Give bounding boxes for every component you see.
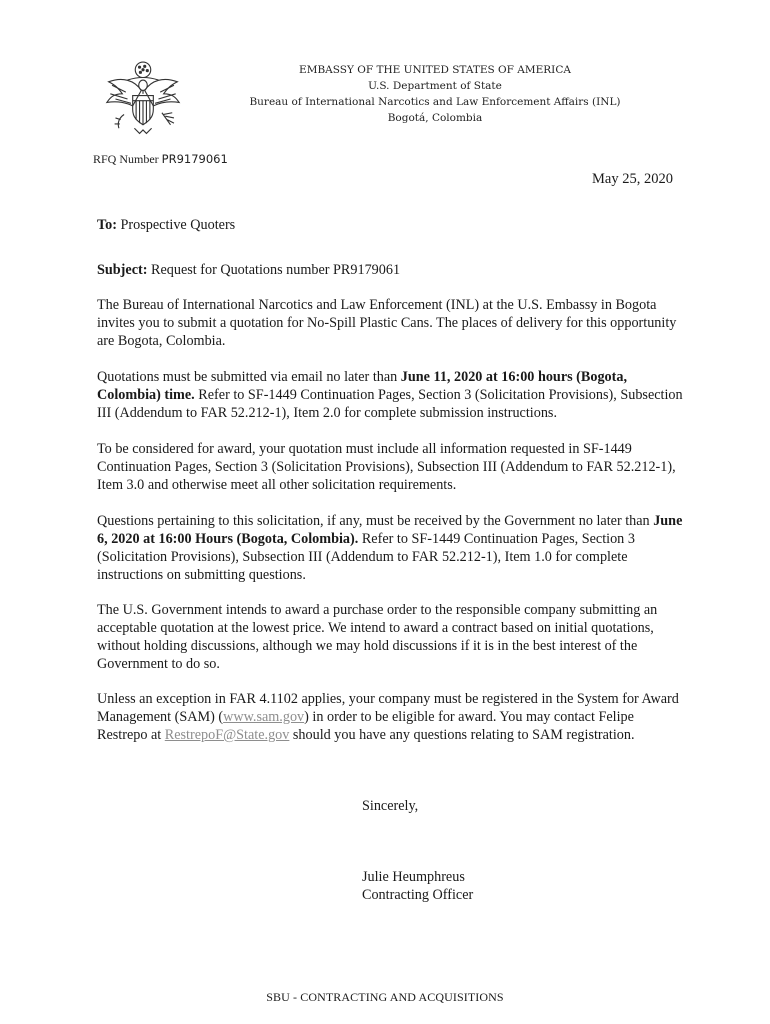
paragraph-submission-deadline: [97, 368, 687, 422]
letterhead-department: U.S. Department of State: [368, 80, 502, 92]
letterhead: [200, 62, 670, 126]
rfq-label: RFQ Number: [93, 152, 162, 166]
to-text: Prospective Quoters: [116, 217, 236, 233]
signatory-name: Julie Heumphreus: [362, 869, 465, 885]
letterhead-bureau: Bureau of International Narcotics and Law Enforcement Affairs (INL): [249, 96, 621, 108]
restrepo-email-link[interactable]: RestrepoF@State.gov: [164, 727, 290, 743]
letterhead-location: Bogotá, Colombia: [387, 112, 483, 124]
paragraph-intro: The Bureau of International Narcotics and Law Enforcement (INL) at the U.S. Embassy in Bogota invites you to submit a quotation for No-Spill Plastic Cans. The places of delivery for this opportunity are Bogota, Colombia.: [97, 297, 677, 349]
p4-text-c: Refer to SF-1449 Continuation Pages, Section 3 (Solicitation Provisions), Subsection III (Addendum to FAR 52.212-1), Item 1.0 for complete instructions on submitting questions.: [97, 531, 635, 583]
p4-deadline: June 6, 2020 at 16:00 Hours (Bogota, Colombia).: [97, 513, 683, 547]
signatory-title: Contracting Officer: [362, 887, 474, 903]
subject-label: Subject:: [97, 262, 148, 278]
p6-text-b: ) in order to be eligible for award. You may contact Felipe Restrepo at: [97, 709, 634, 743]
paragraph-questions-deadline: [97, 512, 687, 584]
p2-text-c: Refer to SF-1449 Continuation Pages, Section 3 (Solicitation Provisions), Subsection III (Addendum to FAR 52.212-1), Item 2.0 for complete submission instructions.: [97, 387, 683, 421]
letter-date: May 25, 2020: [592, 171, 673, 187]
footer-classification: SBU - CONTRACTING AND ACQUISITIONS: [266, 990, 504, 1004]
rfq-value: PR9179061: [161, 152, 228, 166]
letterhead-embassy: EMBASSY OF THE UNITED STATES OF AMERICA: [299, 64, 571, 76]
paragraph-award-intent: The U.S. Government intends to award a purchase order to the responsible company submitting an acceptable quotation at the lowest price. We intend to award a contract based on initial quotations, without holding discussions, although we may hold discussions if it is in the best interest of the Government to do so.: [97, 602, 658, 672]
great-seal-eagle-icon: [100, 56, 186, 142]
recipient-line: [97, 216, 687, 234]
p4-text-a: Questions pertaining to this solicitation, if any, must be received by the Government no later than: [97, 513, 654, 529]
p6-text-a: Unless an exception in FAR 4.1102 applies, your company must be registered in the System for Award Management (SAM) (: [97, 691, 679, 725]
subject-line: [97, 261, 687, 279]
subject-text: Request for Quotations number PR9179061: [147, 262, 401, 278]
paragraph-sam-registration: [97, 690, 687, 744]
p2-text-a: Quotations must be submitted via email no later than: [97, 369, 401, 385]
p2-deadline: June 11, 2020 at 16:00 hours (Bogota, Colombia) time.: [97, 369, 628, 403]
sam-website-link[interactable]: www.sam.gov: [223, 709, 305, 725]
to-label: To:: [97, 217, 117, 233]
paragraph-award-requirements: To be considered for award, your quotation must include all information requested in SF-1449 Continuation Pages, Section 3 (Solicitation Provisions), Subsection III (Addendum to FAR 52.212-1), Item 3.0 and otherwise meet all other solicitation requirements.: [97, 441, 676, 493]
p6-text-c: should you have any questions relating to SAM registration.: [289, 727, 635, 743]
closing: Sincerely,: [362, 798, 419, 814]
rfq-number: [93, 152, 228, 167]
